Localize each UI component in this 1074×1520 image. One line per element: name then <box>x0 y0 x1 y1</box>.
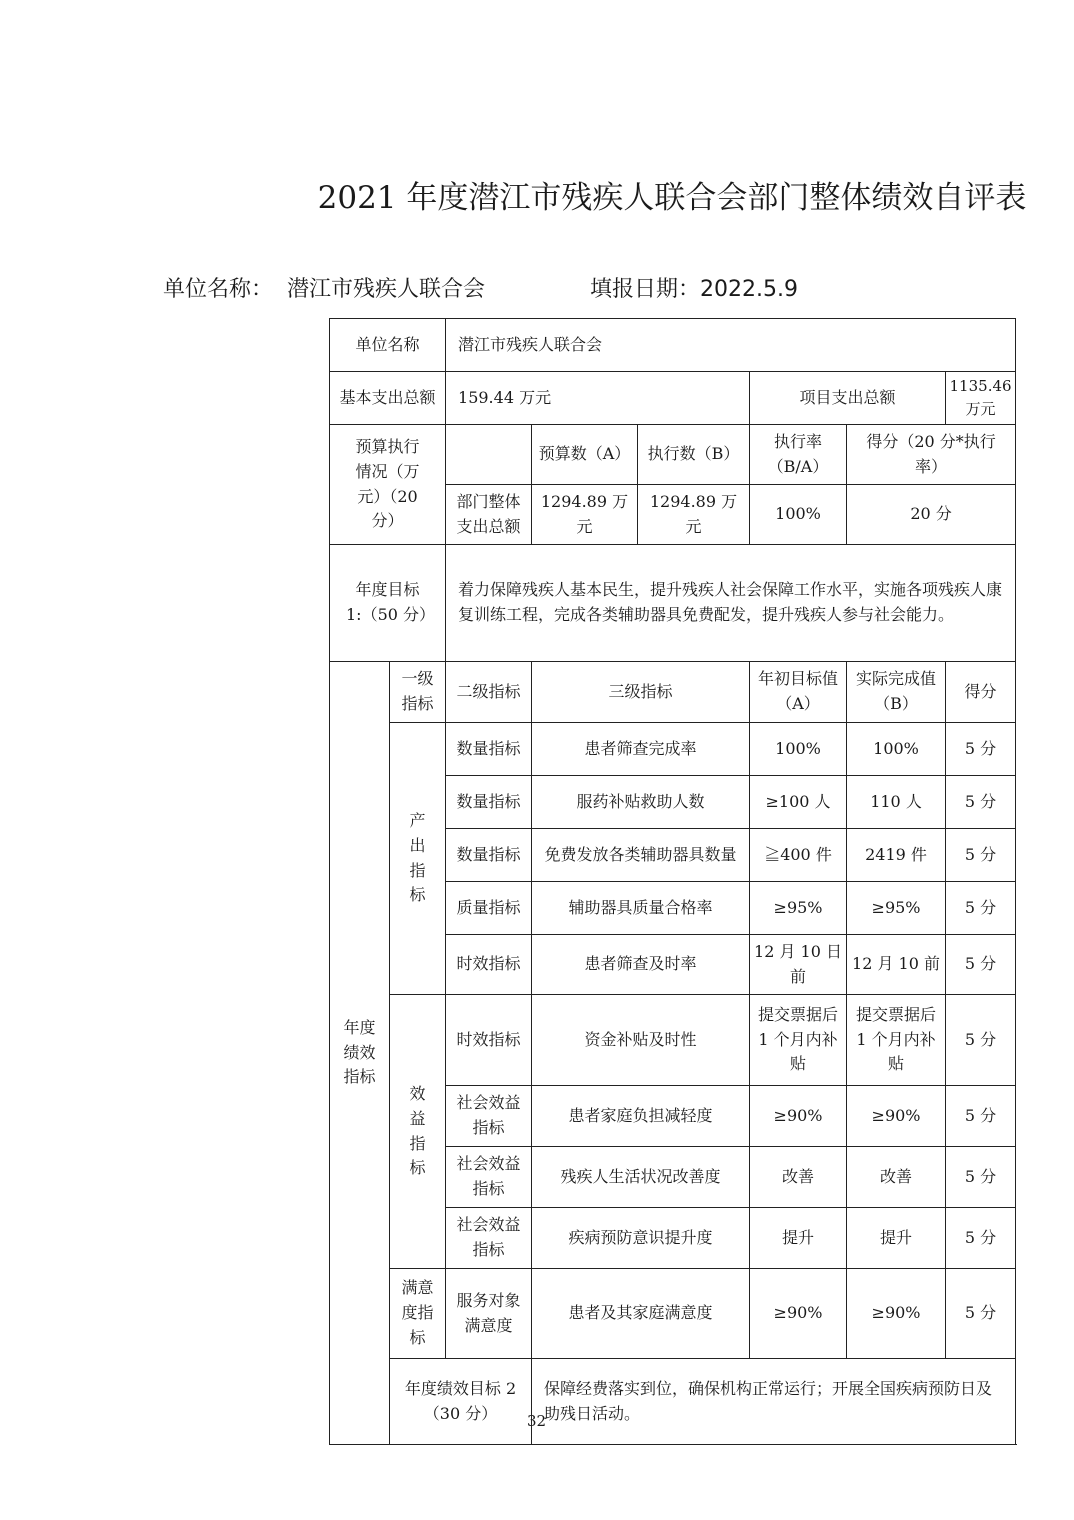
row-unit <box>330 319 1016 372</box>
score-head-cell: 得分 <box>946 662 1016 723</box>
score-cell: 5 分 <box>946 1086 1016 1147</box>
actual-cell: ≥90% <box>847 1086 946 1147</box>
l1-head-cell: 一级指标 <box>390 662 446 723</box>
l3-cell: 服药补贴救助人数 <box>532 776 750 829</box>
basic-value-cell: 159.44 万元 <box>446 372 750 425</box>
l2-cell: 时效指标 <box>446 995 532 1086</box>
l3-cell: 免费发放各类辅助器具数量 <box>532 829 750 882</box>
perf-label-cell: 年度绩效指标 <box>330 662 390 1445</box>
l2-cell: 质量指标 <box>446 882 532 935</box>
rate-head-cell: 执行率（B/A） <box>750 425 847 485</box>
budget-label-cell: 预算执行情况（万元）（20 分） <box>330 425 446 545</box>
score-cell: 5 分 <box>946 882 1016 935</box>
goal1-label-cell: 年度目标 1:（50 分） <box>330 545 446 662</box>
score-cell: 5 分 <box>946 723 1016 776</box>
table-row <box>330 723 1016 776</box>
date-value: 2022.5.9 <box>700 277 798 302</box>
l3-cell: 残疾人生活状况改善度 <box>532 1147 750 1208</box>
target-cell: 提升 <box>750 1208 847 1269</box>
actual-cell: 100% <box>847 723 946 776</box>
score-cell: 5 分 <box>946 1147 1016 1208</box>
l3-cell: 患者及其家庭满意度 <box>532 1269 750 1359</box>
l3-cell: 资金补贴及时性 <box>532 995 750 1086</box>
actual-cell: ≥95% <box>847 882 946 935</box>
target-head-cell: 年初目标值（A） <box>750 662 847 723</box>
table-row <box>330 1269 1016 1359</box>
page-number: 32 <box>527 1412 547 1430</box>
exec-value-cell: 1294.89 万元 <box>638 485 750 545</box>
target-cell: ≥90% <box>750 1086 847 1147</box>
actual-cell: ≥90% <box>847 1269 946 1359</box>
basic-label-cell: 基本支出总额 <box>330 372 446 425</box>
actual-head-cell: 实际完成值（B） <box>847 662 946 723</box>
actual-cell: 2419 件 <box>847 829 946 882</box>
actual-cell: 110 人 <box>847 776 946 829</box>
proj-label-cell: 项目支出总额 <box>750 372 946 425</box>
actual-cell: 提升 <box>847 1208 946 1269</box>
proj-value-cell: 1135.46 万元 <box>946 372 1016 425</box>
target-cell: ≥95% <box>750 882 847 935</box>
row-budget-head <box>330 425 1016 485</box>
target-cell: 100% <box>750 723 847 776</box>
row-basic <box>330 372 1016 425</box>
goal2-text-cell: 保障经费落实到位，确保机构正常运行；开展全国疾病预防日及助残日活动。 <box>532 1359 1016 1445</box>
l3-cell: 患者家庭负担减轻度 <box>532 1086 750 1147</box>
unit-label: 单位名称： <box>163 277 274 302</box>
target-cell: 提交票据后 1 个月内补贴 <box>750 995 847 1086</box>
score-cell: 5 分 <box>946 1269 1016 1359</box>
unit-label-cell: 单位名称 <box>330 319 446 372</box>
score-cell: 5 分 <box>946 935 1016 995</box>
l2-cell: 数量指标 <box>446 723 532 776</box>
row-goal2 <box>330 1359 1016 1445</box>
l2-cell: 数量指标 <box>446 776 532 829</box>
l2-cell: 社会效益指标 <box>446 1147 532 1208</box>
unit-line <box>163 272 485 303</box>
group-output-cell: 产出指标 <box>390 723 446 995</box>
group-benefit-cell: 效益指标 <box>390 995 446 1269</box>
l2-cell: 社会效益指标 <box>446 1086 532 1147</box>
goal1-text-cell: 着力保障残疾人基本民生，提升残疾人社会保障工作水平，实施各项残疾人康复训练工程，完成各类辅助器具免费配发，提升残疾人参与社会能力。 <box>446 545 1016 662</box>
budget-value-cell: 1294.89 万元 <box>532 485 638 545</box>
l3-head-cell: 三级指标 <box>532 662 750 723</box>
l2-cell: 时效指标 <box>446 935 532 995</box>
unit-name: 潜江市残疾人联合会 <box>287 277 486 302</box>
l3-cell: 疾病预防意识提升度 <box>532 1208 750 1269</box>
target-cell: 改善 <box>750 1147 847 1208</box>
score-cell: 5 分 <box>946 1208 1016 1269</box>
actual-cell: 12 月 10 前 <box>847 935 946 995</box>
goal2-label-cell: 年度绩效目标 2（30 分） <box>390 1359 532 1445</box>
score-value-cell: 20 分 <box>847 485 1016 545</box>
row-goal1 <box>330 545 1016 662</box>
score-cell: 5 分 <box>946 995 1016 1086</box>
unit-value-cell: 潜江市残疾人联合会 <box>446 319 1016 372</box>
actual-cell: 改善 <box>847 1147 946 1208</box>
date-label: 填报日期： <box>590 277 701 302</box>
performance-table <box>329 318 1016 1445</box>
target-cell: 12 月 10 日前 <box>750 935 847 995</box>
table-row <box>330 995 1016 1086</box>
l2-cell: 服务对象满意度 <box>446 1269 532 1359</box>
l3-cell: 患者筛查完成率 <box>532 723 750 776</box>
l2-head-cell: 二级指标 <box>446 662 532 723</box>
actual-cell: 提交票据后 1 个月内补贴 <box>847 995 946 1086</box>
group-satisfaction-cell: 满意度指标 <box>390 1269 446 1359</box>
target-cell: ≥100 人 <box>750 776 847 829</box>
rate-value-cell: 100% <box>750 485 847 545</box>
budget-head-cell: 预算数（A） <box>532 425 638 485</box>
total-label-cell: 部门整体支出总额 <box>446 485 532 545</box>
page-title: 2021 年度潜江市残疾人联合会部门整体绩效自评表 <box>317 180 1027 216</box>
l3-cell: 辅助器具质量合格率 <box>532 882 750 935</box>
target-cell: ≧400 件 <box>750 829 847 882</box>
date-line <box>590 272 798 303</box>
l2-cell: 数量指标 <box>446 829 532 882</box>
exec-head-cell: 执行数（B） <box>638 425 750 485</box>
score-head-cell: 得分（20 分*执行率） <box>847 425 1016 485</box>
score-cell: 5 分 <box>946 776 1016 829</box>
l3-cell: 患者筛查及时率 <box>532 935 750 995</box>
score-cell: 5 分 <box>946 829 1016 882</box>
budget-blank-cell <box>446 425 532 485</box>
row-indicator-head <box>330 662 1016 723</box>
l2-cell: 社会效益指标 <box>446 1208 532 1269</box>
target-cell: ≥90% <box>750 1269 847 1359</box>
